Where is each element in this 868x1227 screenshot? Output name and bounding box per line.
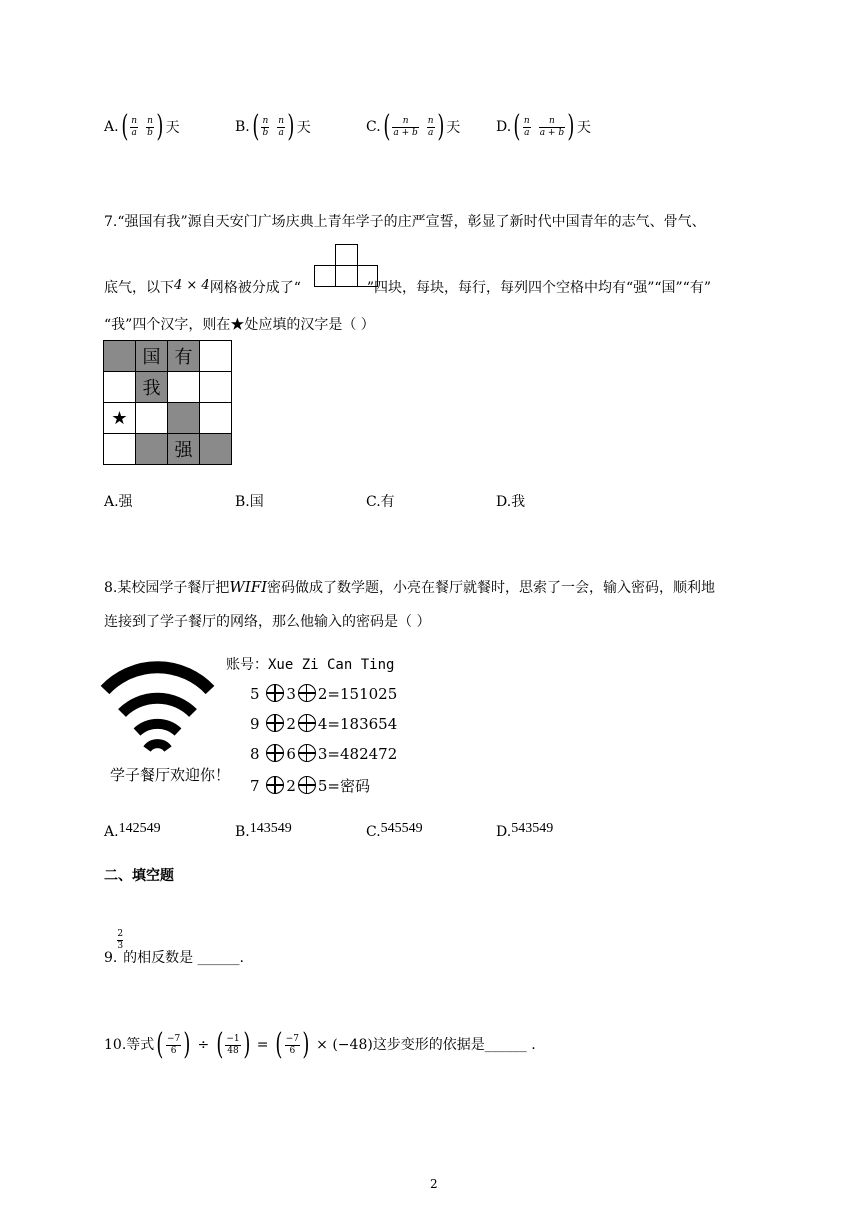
circle-plus-icon (266, 684, 284, 702)
q8-option: D.543549 (496, 821, 554, 840)
grid-cell (200, 403, 232, 434)
q10-text: 这步变形的依据是______ . (372, 1037, 536, 1053)
q10-eq: = (256, 1037, 269, 1053)
circle-plus-icon (266, 776, 284, 794)
q6-frac-1: $\frac{n}{a + b}$ (393, 115, 418, 138)
q6-option-d: D.( $\frac{n}{a}$ $\frac{n}{a + b}$ ) 天 (496, 109, 591, 144)
q10-div: ÷ (197, 1037, 210, 1053)
q7-line1: 7.“强国有我”源自天安门广场庆典上青年学子的庄严宣誓，彰显了新时代中国青年的志气、骨气、 (104, 214, 706, 230)
q8-line2: 连接到了学子餐厅的网络，那么他输入的密码是（ ） (104, 614, 431, 630)
star-cell: ★ (104, 403, 136, 434)
q9-text: 的相反数是 ______. (123, 950, 244, 966)
circle-plus-icon (298, 684, 316, 702)
q8-line1-a: 8.某校园学子餐厅把 (104, 580, 230, 596)
q7-grid (103, 340, 232, 465)
q6-frac-2: $\frac{n}{a}$ (427, 115, 434, 138)
q6-option-a: A.( $\frac{n}{a}$ $\frac{n}{b}$ ) 天 (104, 109, 180, 144)
q8-line1-b: 密码做成了数学题，小亮在餐厅就餐时，思索了一会，输入密码，顺利地 (267, 580, 716, 596)
grid-cell: 强 (168, 434, 200, 465)
q10-tail: (−48) (332, 1037, 373, 1053)
grid-cell: 国 (136, 341, 168, 372)
q6-option-b: B.( $\frac{n}{b}$ $\frac{n}{a}$ ) 天 (235, 109, 311, 144)
section-title: 二、填空题 (104, 868, 174, 884)
q10-prefix: 10.等式 (104, 1037, 155, 1053)
q9-fraction (117, 929, 123, 952)
grid-cell (200, 341, 232, 372)
grid-row (104, 341, 232, 372)
q9-frac-den: 3 (117, 941, 124, 951)
grid-cell (168, 372, 200, 403)
welcome-text: 学子餐厅欢迎你！ (110, 766, 231, 784)
page-number: 2 (430, 1177, 438, 1191)
q7-option: C.有 (366, 494, 395, 510)
q10-frac2: $\frac{-1}{48}$ (226, 1033, 240, 1056)
q6-frac-2: $\frac{n}{a}$ (278, 115, 285, 138)
password-equation: 8 6 3=482472 (250, 745, 398, 763)
q9-frac-num: 2 (117, 929, 124, 939)
grid-cell (200, 372, 232, 403)
circle-plus-icon (298, 714, 316, 732)
q6-frac-1: $\frac{n}{b}$ (262, 115, 269, 138)
q8-line1 (104, 577, 715, 597)
grid-cell (136, 434, 168, 465)
q9 (104, 929, 244, 966)
wifi-icon (100, 655, 215, 755)
grid-row (104, 403, 232, 434)
grid-row (104, 372, 232, 403)
grid-cell (136, 403, 168, 434)
q10: 10.等式( $\frac{-7}{6}$ ) ÷ ( $\frac{-1}{48}$ ) = ( $\frac{-7}{6}$ ) × (−48)这步变形的依据是______ . (104, 1027, 536, 1062)
password-equation: 7 2 5=密码 (250, 777, 370, 795)
grid-cell (104, 341, 136, 372)
q10-frac3: $\frac{-7}{6}$ (285, 1033, 299, 1056)
q7-line2-a: 底气，以下 (104, 280, 174, 296)
q6-frac-1: $\frac{n}{a}$ (523, 115, 530, 138)
q7-line3: “我”四个汉字，则在★处应填的汉字是（ ） (104, 317, 375, 333)
q7-grid-size: 4 × 4 (174, 278, 210, 293)
password-equation: 5 3 2=151025 (250, 685, 398, 703)
q7-line2-c: ”四块，每块，每行，每列四个空格中均有“强”“国”“有” (366, 280, 711, 296)
q10-frac1: $\frac{-7}{6}$ (166, 1033, 181, 1056)
q6-frac-1: $\frac{n}{a}$ (131, 115, 138, 138)
q7-line2 (104, 277, 711, 297)
circle-plus-icon (266, 714, 284, 732)
grid-cell (104, 372, 136, 403)
q9-prefix: 9. (104, 950, 118, 966)
circle-plus-icon (298, 776, 316, 794)
circle-plus-icon (298, 744, 316, 762)
q8-option: B.143549 (235, 821, 292, 840)
q7-option: A.强 (104, 494, 133, 510)
grid-cell (200, 434, 232, 465)
q7-option: B.国 (235, 494, 264, 510)
q6-frac-2: $\frac{n}{a + b}$ (539, 115, 565, 138)
q6-option-c: C.( $\frac{n}{a + b}$ $\frac{n}{a}$ ) 天 (366, 109, 461, 144)
q8-wifi-word: WIFI (229, 578, 268, 596)
grid-cell: 有 (168, 341, 200, 372)
grid-cell (168, 403, 200, 434)
q7-option: D.我 (496, 494, 526, 510)
grid-row (104, 434, 232, 465)
q8-option: A.142549 (104, 821, 161, 840)
circle-plus-icon (266, 744, 284, 762)
password-equation: 9 2 4=183654 (250, 715, 398, 733)
q10-times: × (316, 1037, 328, 1053)
account-label: 账号：Xue Zi Can Ting (226, 657, 395, 673)
q8-option: C.545549 (366, 821, 423, 840)
grid-cell (104, 434, 136, 465)
q6-frac-2: $\frac{n}{b}$ (147, 115, 153, 138)
grid-cell: 我 (136, 372, 168, 403)
q7-line2-b: 网格被分成了“ (209, 280, 301, 296)
